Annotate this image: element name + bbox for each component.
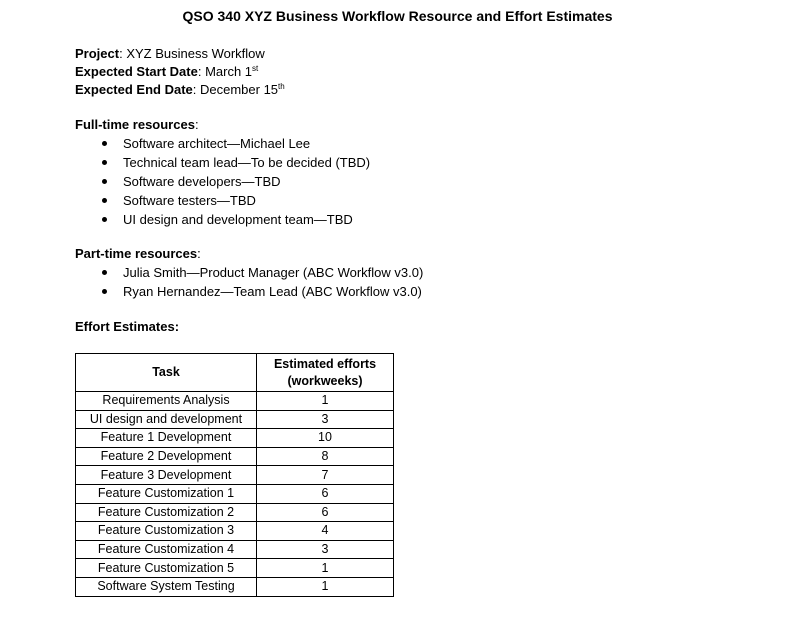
task-cell: Software System Testing [76, 577, 257, 596]
effort-cell: 7 [257, 466, 394, 485]
task-cell: Feature 2 Development [76, 447, 257, 466]
fulltime-label: Full-time resources [75, 117, 195, 132]
effort-label: Effort Estimates: [75, 319, 180, 334]
effort-cell: 3 [257, 540, 394, 559]
list-item: Software architect—Michael Lee [75, 134, 370, 153]
start-date-value: March 1 [205, 64, 253, 79]
task-cell: Requirements Analysis [76, 392, 257, 411]
project-meta [75, 45, 285, 99]
effort-table [75, 353, 394, 597]
table-row [76, 540, 394, 559]
list-item: Julia Smith—Product Manager (ABC Workflow v3.0) [75, 263, 423, 282]
task-cell: Feature Customization 3 [76, 522, 257, 541]
effort-cell: 1 [257, 577, 394, 596]
effort-cell: 10 [257, 429, 394, 448]
task-cell: UI design and development [76, 410, 257, 429]
table-row [76, 392, 394, 411]
effort-cell: 3 [257, 410, 394, 429]
task-cell: Feature Customization 2 [76, 503, 257, 522]
effort-cell: 4 [257, 522, 394, 541]
effort-header-line1: Estimated efforts [273, 356, 377, 371]
table-row [76, 503, 394, 522]
project-label: Project [75, 46, 120, 61]
list-item: UI design and development team—TBD [75, 210, 370, 229]
table-row [76, 429, 394, 448]
parttime-label: Part-time resources [75, 246, 198, 261]
effort-cell: 8 [257, 447, 394, 466]
list-item: Ryan Hernandez—Team Lead (ABC Workflow v3.0) [75, 282, 423, 301]
table-row [76, 559, 394, 578]
effort-column-header [257, 354, 394, 392]
effort-cell: 1 [257, 392, 394, 411]
fulltime-list [75, 134, 370, 229]
table-row [76, 522, 394, 541]
task-cell: Feature Customization 1 [76, 484, 257, 503]
list-item: Software developers—TBD [75, 172, 370, 191]
table-row [76, 484, 394, 503]
start-date-line: Expected Start Date: March 1st [75, 64, 259, 79]
table-row [76, 577, 394, 596]
table-row [76, 447, 394, 466]
task-cell: Feature 1 Development [76, 429, 257, 448]
project-line: Project: XYZ Business Workflow [75, 46, 265, 61]
effort-cell: 6 [257, 484, 394, 503]
task-column-header: Task [76, 354, 257, 392]
task-cell: Feature 3 Development [76, 466, 257, 485]
list-item: Software testers—TBD [75, 191, 370, 210]
parttime-heading: Part-time resources: [75, 246, 201, 261]
start-date-label: Expected Start Date [75, 64, 198, 79]
end-date-line: Expected End Date: December 15th [75, 82, 285, 97]
task-cell: Feature Customization 4 [76, 540, 257, 559]
effort-heading [75, 319, 179, 334]
effort-table-body [76, 392, 394, 597]
table-row [76, 410, 394, 429]
end-date-label: Expected End Date [75, 82, 193, 97]
effort-header-line2: (workweeks) [287, 373, 363, 388]
end-date-suffix: th [278, 82, 285, 91]
task-cell: Feature Customization 5 [76, 559, 257, 578]
project-value: XYZ Business Workflow [126, 46, 265, 61]
table-header-row [76, 354, 394, 392]
effort-cell: 6 [257, 503, 394, 522]
list-item: Technical team lead—To be decided (TBD) [75, 153, 370, 172]
fulltime-heading: Full-time resources: [75, 117, 199, 132]
effort-cell: 1 [257, 559, 394, 578]
table-row [76, 466, 394, 485]
start-date-suffix: st [252, 64, 259, 73]
parttime-list [75, 263, 423, 301]
end-date-value: December 15 [200, 82, 279, 97]
document-title: QSO 340 XYZ Business Workflow Resource and Effort Estimates [182, 8, 613, 24]
